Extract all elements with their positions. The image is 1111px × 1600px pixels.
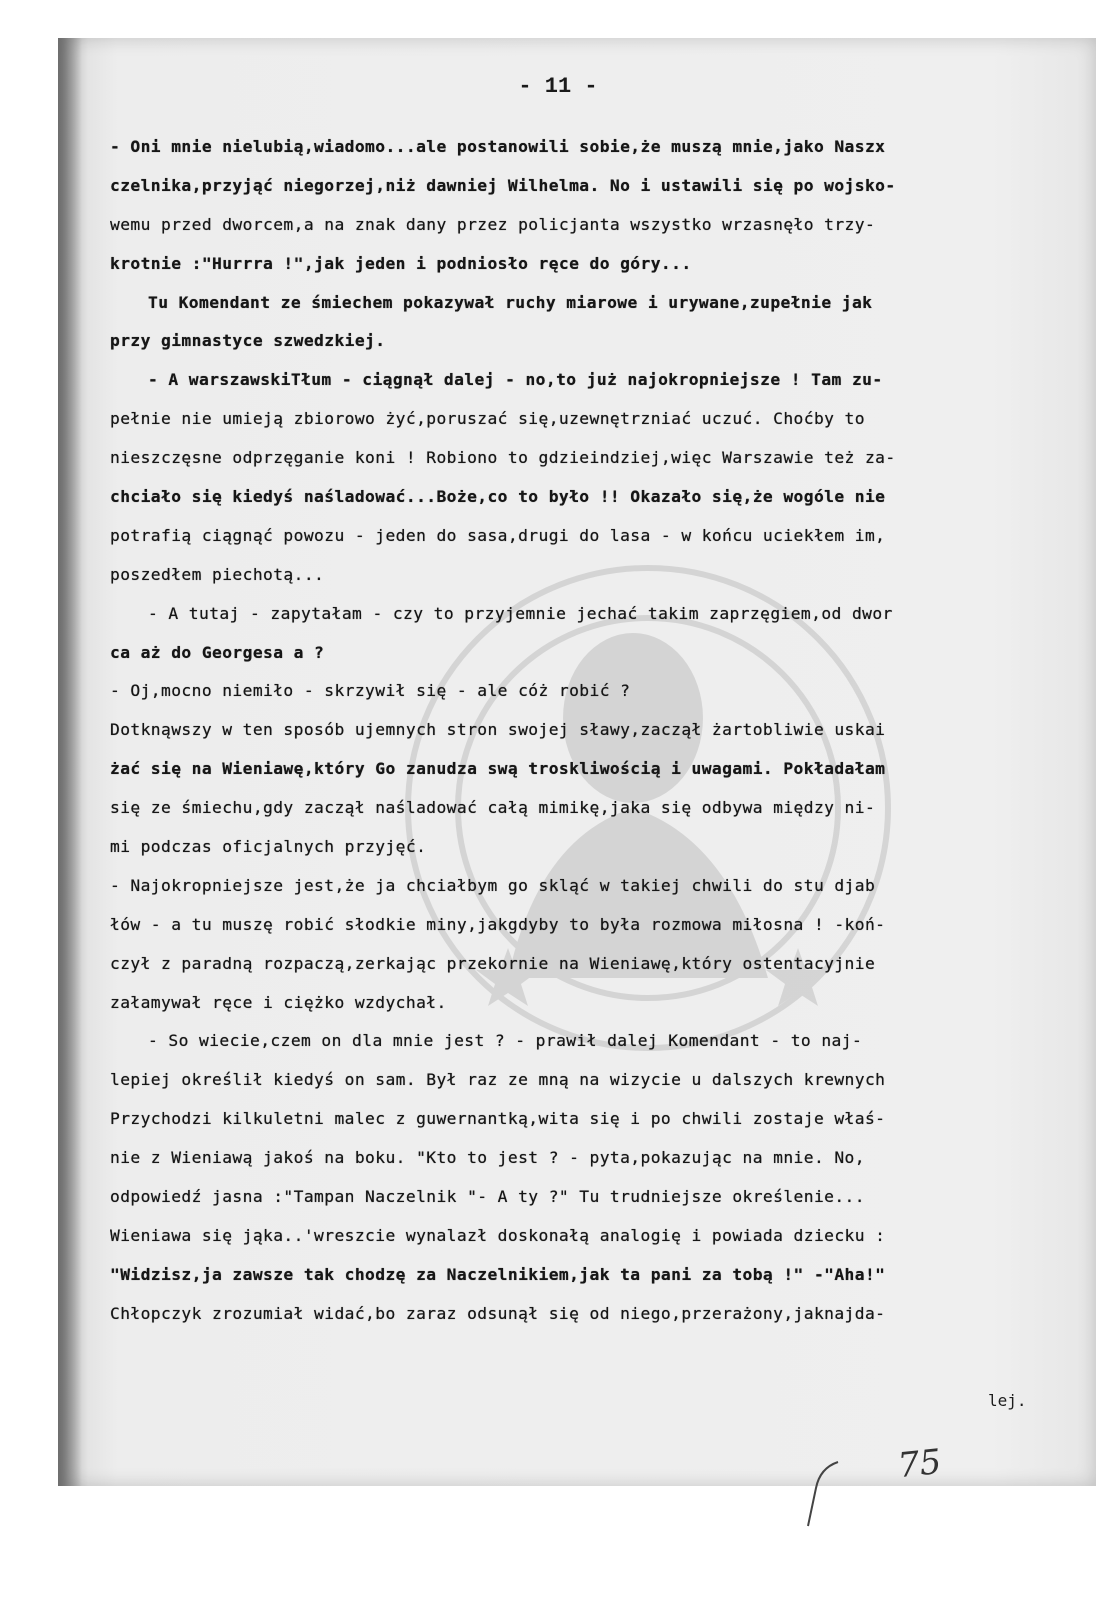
- text-line: nieszczęsne odprzęganie koni ! Robiono to gdzieindziej,więc Warszawie też za-: [110, 448, 896, 468]
- text-line: odpowiedź jasna :"Tampan Naczelnik "- A ty ?" Tu trudniejsze określenie...: [110, 1187, 865, 1207]
- text-line: czelnika,przyjąć niegorzej,niż dawniej Wilhelma. No i ustawili się po wojsko-: [110, 175, 896, 195]
- text-line: mi podczas oficjalnych przyjęć.: [110, 837, 427, 857]
- page-number: - 11 -: [518, 74, 598, 99]
- sheet-binding-shadow: [58, 38, 82, 1486]
- text-line: - Oj,mocno niemiło - skrzywił się - ale cóż robić ?: [110, 681, 631, 701]
- pen-mark: [798, 1458, 858, 1528]
- text-line: wemu przed dworcem,a na znak dany przez policjanta wszystko wrzasnęło trzy-: [110, 214, 876, 234]
- typewritten-body: [110, 128, 1090, 1334]
- text-line: chciało się kiedyś naśladować...Boże,co to było !! Okazało się,że wogóle nie: [110, 487, 886, 507]
- text-line: - Oni mnie nielubią,wiadomo...ale postanowili sobie,że muszą mnie,jako Naszx: [110, 137, 886, 156]
- text-line: załamywał ręce i ciężko wzdychał.: [110, 992, 447, 1012]
- text-line: się ze śmiechu,gdy zaczął naśladować całą mimikę,jaka się odbywa między ni-: [110, 798, 876, 818]
- text-line: Tu Komendant ze śmiechem pokazywał ruchy miarowe i urywane,zupełnie jak: [148, 292, 873, 312]
- text-line: Wieniawa się jąka..'wreszcie wynalazł doskonałą analogię i powiada dziecku :: [110, 1225, 886, 1245]
- marginal-note: lej.: [988, 1391, 1027, 1410]
- text-line: - A tutaj - zapytałam - czy to przyjemnie jechać takim zaprzęgiem,od dwor: [148, 603, 893, 623]
- text-line: ca aż do Georgesa a ?: [110, 642, 325, 662]
- text-line: - So wiecie,czem on dla mnie jest ? - prawił dalej Komendant - to naj-: [148, 1031, 863, 1051]
- text-line: czył z paradną rozpaczą,zerkając przekornie na Wieniawę,który ostentacyjnie: [110, 953, 876, 973]
- text-line: lepiej określił kiedyś on sam. Był raz ze mną na wizycie u dalszych krewnych: [110, 1070, 886, 1090]
- text-line: Przychodzi kilkuletni malec z guwernantką,wita się i po chwili zostaje właś-: [110, 1109, 886, 1129]
- text-line: potrafią ciągnąć powozu - jeden do sasa,drugi do lasa - w końcu uciekłem im,: [110, 525, 886, 545]
- text-line: żać się na Wieniawę,który Go zanudza swą troskliwością i uwagami. Pokładałam: [110, 759, 886, 779]
- text-line: Dotknąwszy w ten sposób ujemnych stron swojej sławy,zaczął żartobliwie uskai: [110, 720, 886, 740]
- text-line: przy gimnastyce szwedzkiej.: [110, 331, 386, 351]
- text-line: - Najokropniejsze jest,że ja chciałbym go skląć w takiej chwili do stu djab: [110, 875, 876, 895]
- text-line: nie z Wieniawą jakoś na boku. "Kto to jest ? - pyta,pokazując na mnie. No,: [110, 1148, 865, 1168]
- text-line: krotnie :"Hurrra !",jak jeden i podniosło ręce do góry...: [110, 253, 692, 273]
- text-line: poszedłem piechotą...: [110, 564, 325, 584]
- text-line: łów - a tu muszę robić słodkie miny,jakgdyby to była rozmowa miłosna ! -koń-: [110, 914, 886, 934]
- text-line: - A warszawskiTłum - ciągnął dalej - no,to już najokropniejsze ! Tam zu-: [148, 370, 883, 390]
- text-line: "Widzisz,ja zawsze tak chodzę za Naczelnikiem,jak ta pani za tobą !" -"Aha!": [110, 1264, 886, 1284]
- text-line: Chłopczyk zrozumiał widać,bo zaraz odsunął się od niego,przerażony,jaknajda-: [110, 1303, 886, 1323]
- text-line: pełnie nie umieją zbiorowo żyć,poruszać się,uzewnętrzniać uczuć. Choćby to: [110, 409, 865, 429]
- handwritten-folio-number: 75: [896, 1441, 944, 1487]
- photocopied-sheet: [58, 38, 1096, 1486]
